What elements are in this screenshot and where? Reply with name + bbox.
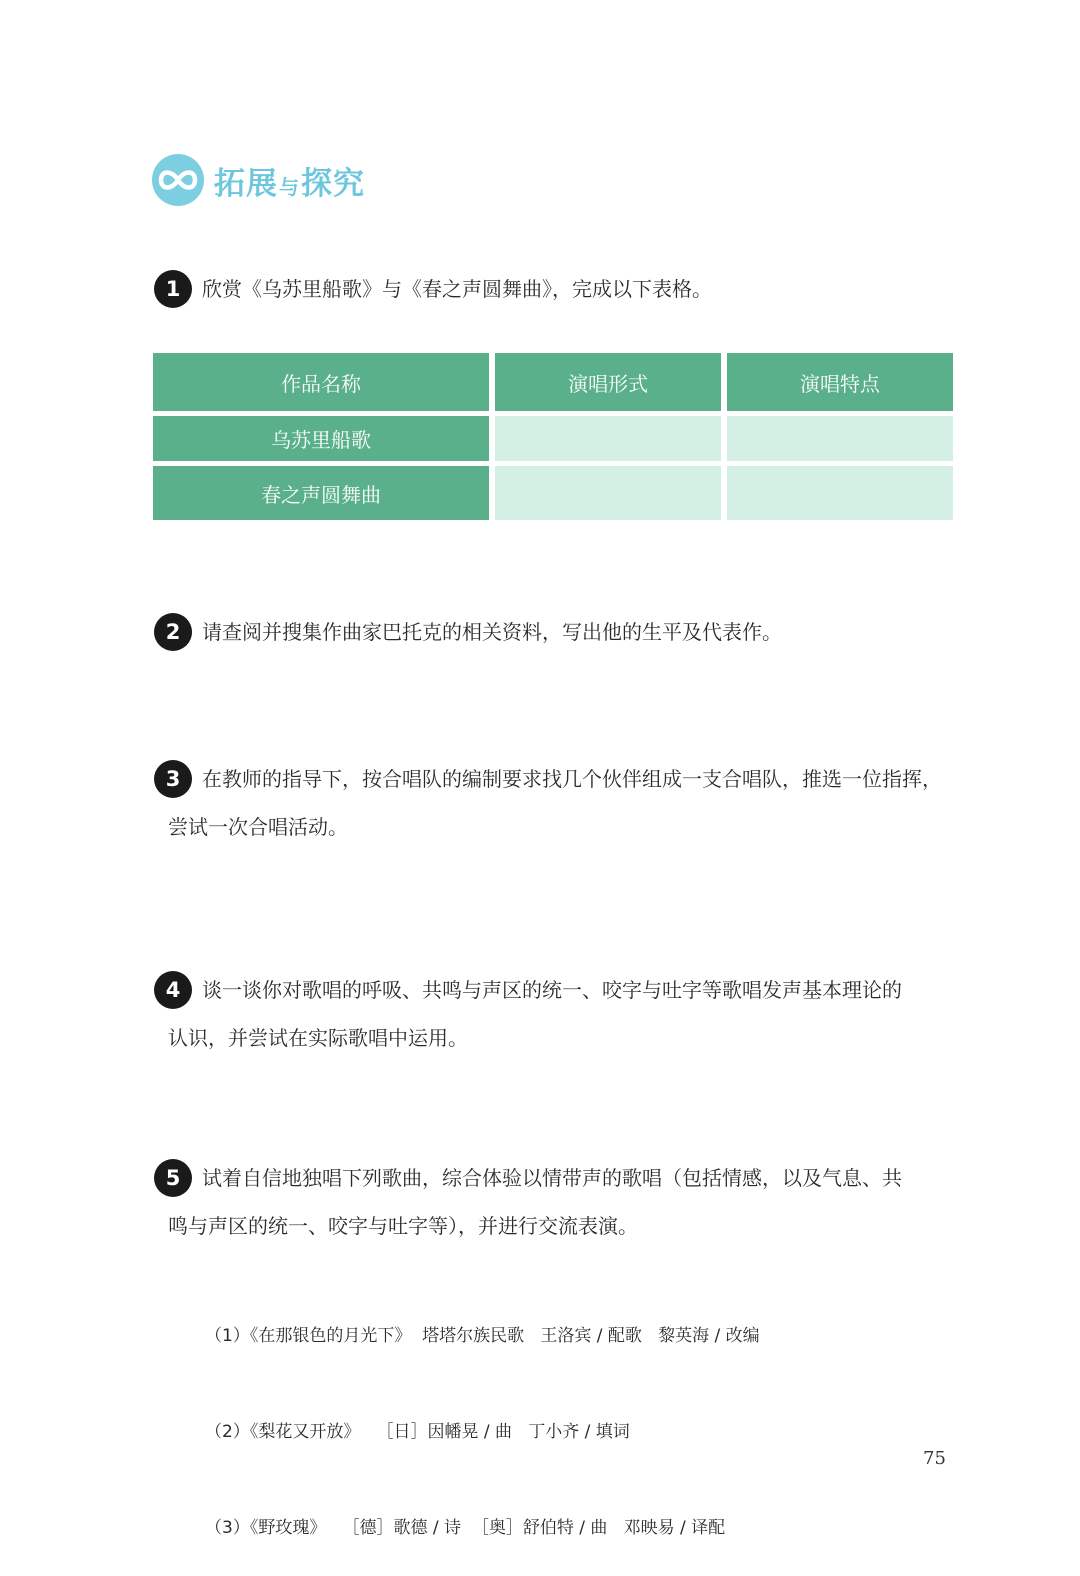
header-singing-form: 演唱形式 — [495, 353, 721, 411]
question-4 — [154, 966, 970, 1062]
question-text-continued: 鸣与声区的统一、咬字与吐字等），并进行交流表演。 — [168, 1214, 638, 1238]
question-text: 试着自信地独唱下列歌曲，综合体验以情带声的歌唱（包括情感，以及气息、共 — [202, 1166, 902, 1190]
row-singing-feature-cell[interactable] — [727, 466, 953, 520]
question-5 — [154, 1154, 970, 1250]
table-header-row — [153, 353, 953, 411]
question-number-badge: 2 — [154, 613, 192, 651]
question-text: 请查阅并搜集作曲家巴托克的相关资料，写出他的生平及代表作。 — [202, 620, 782, 644]
infinity-loop-icon — [152, 154, 204, 206]
row-singing-feature-cell[interactable] — [727, 416, 953, 461]
page-number: 75 — [923, 1448, 946, 1469]
row-work-name: 春之声圆舞曲 — [153, 466, 489, 520]
question-text-continued: 认识，并尝试在实际歌唱中运用。 — [168, 1026, 468, 1050]
question-number-badge: 4 — [154, 971, 192, 1009]
question-number-badge: 1 — [154, 270, 192, 308]
question-1 — [154, 265, 970, 313]
question-text: 在教师的指导下，按合唱队的编制要求找几个伙伴组成一支合唱队，推选一位指挥， — [202, 767, 942, 791]
list-item: （3）《野玫瑰》 ［德］歌德 / 诗 ［奥］舒伯特 / 曲 邓映易 / 译配 — [205, 1518, 726, 1538]
row-singing-form-cell[interactable] — [495, 466, 721, 520]
question-text: 欣赏《乌苏里船歌》与《春之声圆舞曲》，完成以下表格。 — [202, 277, 712, 301]
row-singing-form-cell[interactable] — [495, 416, 721, 461]
question-3 — [154, 755, 970, 851]
section-heading — [152, 154, 365, 206]
header-singing-feature: 演唱特点 — [727, 353, 953, 411]
table-row — [153, 466, 953, 520]
section-title: 拓展与探究 — [214, 165, 365, 202]
song-list — [205, 1256, 760, 1576]
header-work-name: 作品名称 — [153, 353, 489, 411]
question-text-continued: 尝试一次合唱活动。 — [168, 815, 348, 839]
table-row — [153, 416, 953, 461]
row-work-name: 乌苏里船歌 — [153, 416, 489, 461]
question-text: 谈一谈你对歌唱的呼吸、共鸣与声区的统一、咬字与吐字等歌唱发声基本理论的 — [202, 978, 902, 1002]
question-number-badge: 5 — [154, 1159, 192, 1197]
question-2 — [154, 608, 970, 656]
list-item: （1）《在那银色的月光下》 塔塔尔族民歌 王洛宾 / 配歌 黎英海 / 改编 — [205, 1326, 760, 1346]
question-number-badge: 3 — [154, 760, 192, 798]
list-item: （2）《梨花又开放》 ［日］因幡晃 / 曲 丁小齐 / 填词 — [205, 1422, 630, 1442]
works-table — [147, 348, 959, 525]
